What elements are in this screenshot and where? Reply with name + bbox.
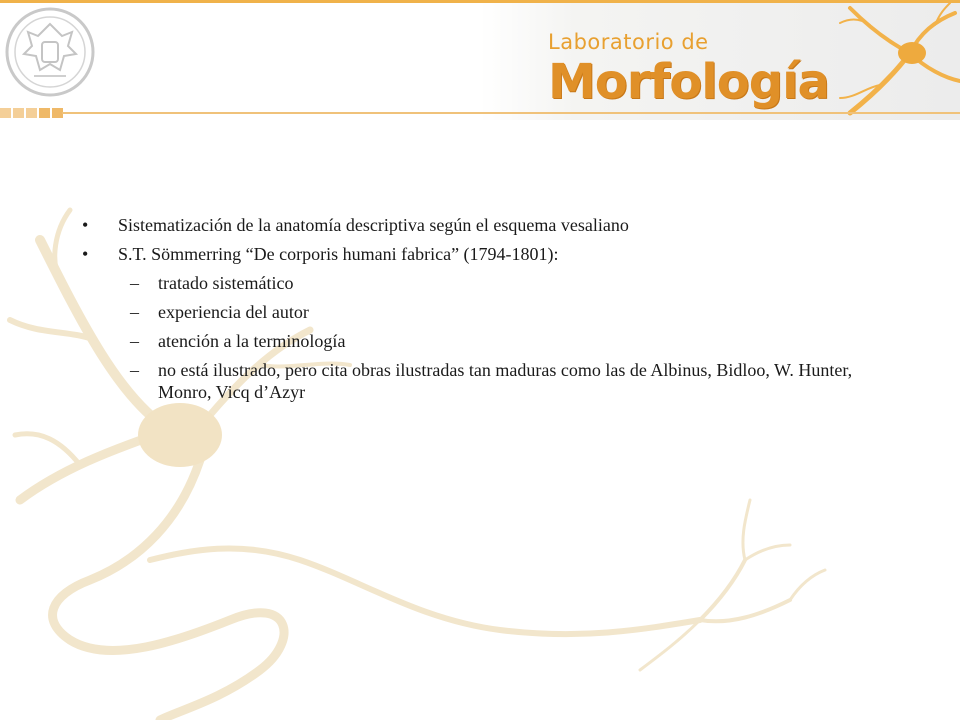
dash-mark: – [130,273,139,293]
bullet-mark: • [82,215,89,235]
bullet-text: S.T. Sömmerring “De corporis humani fabrica” (1794-1801): [118,244,559,264]
bullet-item [82,214,882,236]
header-divider-line [62,112,960,114]
header-decoration-squares [0,108,63,118]
lab-title-line1: Laboratorio de [548,30,709,54]
sub-item [82,359,882,403]
slide-content [82,214,882,410]
lab-title [548,30,829,108]
lab-title-line2: Morfología [548,54,829,110]
sub-item-text: experiencia del autor [158,302,309,322]
sub-item [82,272,882,294]
sub-item-text: atención a la terminología [158,331,346,351]
dash-mark: – [130,302,139,322]
bullet-text: Sistematización de la anatomía descriptiva según el esquema vesaliano [118,215,629,235]
dash-mark: – [130,331,139,351]
sub-item [82,330,882,352]
sub-item-text: tratado sistemático [158,273,294,293]
bullet-mark: • [82,244,89,264]
sub-item [82,301,882,323]
university-seal-icon [4,6,96,98]
bullet-item [82,243,882,265]
dash-mark: – [130,360,139,380]
sub-item-text: no está ilustrado, pero cita obras ilustradas tan maduras como las de Albinus, Bidloo, W. Hunter, Monro, Vicq d’Azyr [158,360,853,402]
